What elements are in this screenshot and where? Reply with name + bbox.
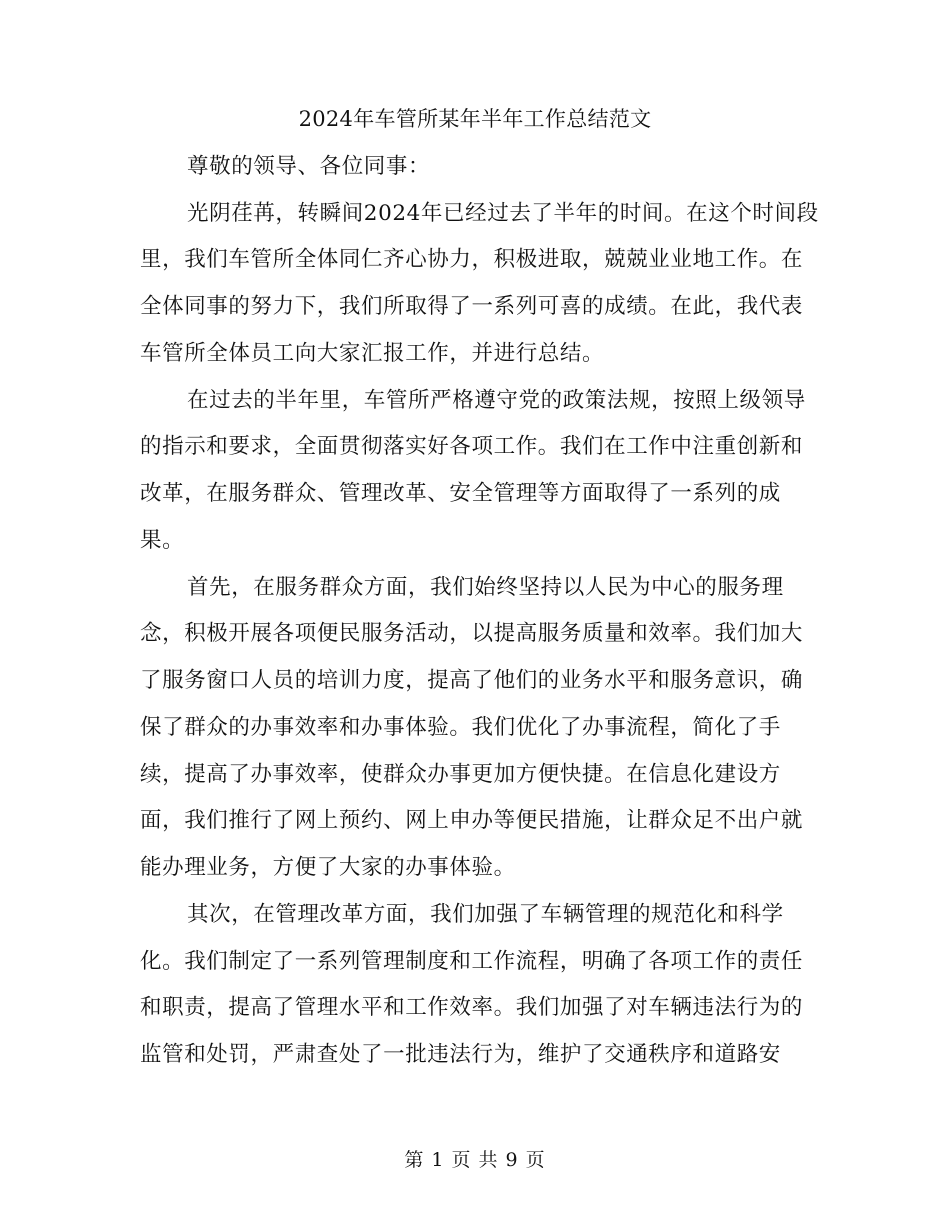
body-line: 监管和处罚，严肃查处了一批违法行为，维护了交通秩序和道路安: [140, 1042, 781, 1067]
body-line: 续，提高了办事效率，使群众办事更加方便快捷。在信息化建设方: [140, 762, 781, 787]
body-line: 念，积极开展各项便民服务活动，以提高服务质量和效率。我们加大: [140, 621, 804, 646]
body-line: 化。我们制定了一系列管理制度和工作流程，明确了各项工作的责任: [140, 949, 804, 974]
body-line: 尊敬的领导、各位同事：: [187, 154, 431, 179]
body-line: 保了群众的办事效率和办事体验。我们优化了办事流程，简化了手: [140, 715, 781, 740]
body-line: 在过去的半年里，车管所严格遵守党的政策法规，按照上级领导: [187, 388, 806, 413]
body-line: 光阴荏苒，转瞬间2024年已经过去了半年的时间。在这个时间段: [187, 201, 819, 226]
page-number-footer: 第 1 页 共 9 页: [404, 1149, 546, 1171]
body-line: 全体同事的努力下，我们所取得了一系列可喜的成绩。在此，我代表: [140, 294, 804, 319]
body-line: 能办理业务，方便了大家的办事体验。: [140, 855, 516, 880]
body-line: 首先，在服务群众方面，我们始终坚持以人民为中心的服务理: [187, 575, 784, 600]
document-title: 2024年车管所某年半年工作总结范文: [298, 107, 652, 131]
body-line: 果。: [140, 528, 185, 553]
body-line: 面，我们推行了网上预约、网上申办等便民措施，让群众足不出户就: [140, 808, 804, 833]
body-line: 了服务窗口人员的培训力度，提高了他们的业务水平和服务意识，确: [140, 668, 804, 693]
body-line: 车管所全体员工向大家汇报工作，并进行总结。: [140, 341, 605, 366]
body-line: 里，我们车管所全体同仁齐心协力，积极进取，兢兢业业地工作。在: [140, 247, 804, 272]
body-line: 其次，在管理改革方面，我们加强了车辆管理的规范化和科学: [187, 902, 784, 927]
body-line: 的指示和要求，全面贯彻落实好各项工作。我们在工作中注重创新和: [140, 434, 804, 459]
body-line: 和职责，提高了管理水平和工作效率。我们加强了对车辆违法行为的: [140, 995, 804, 1020]
body-line: 改革，在服务群众、管理改革、安全管理等方面取得了一系列的成: [140, 481, 781, 506]
